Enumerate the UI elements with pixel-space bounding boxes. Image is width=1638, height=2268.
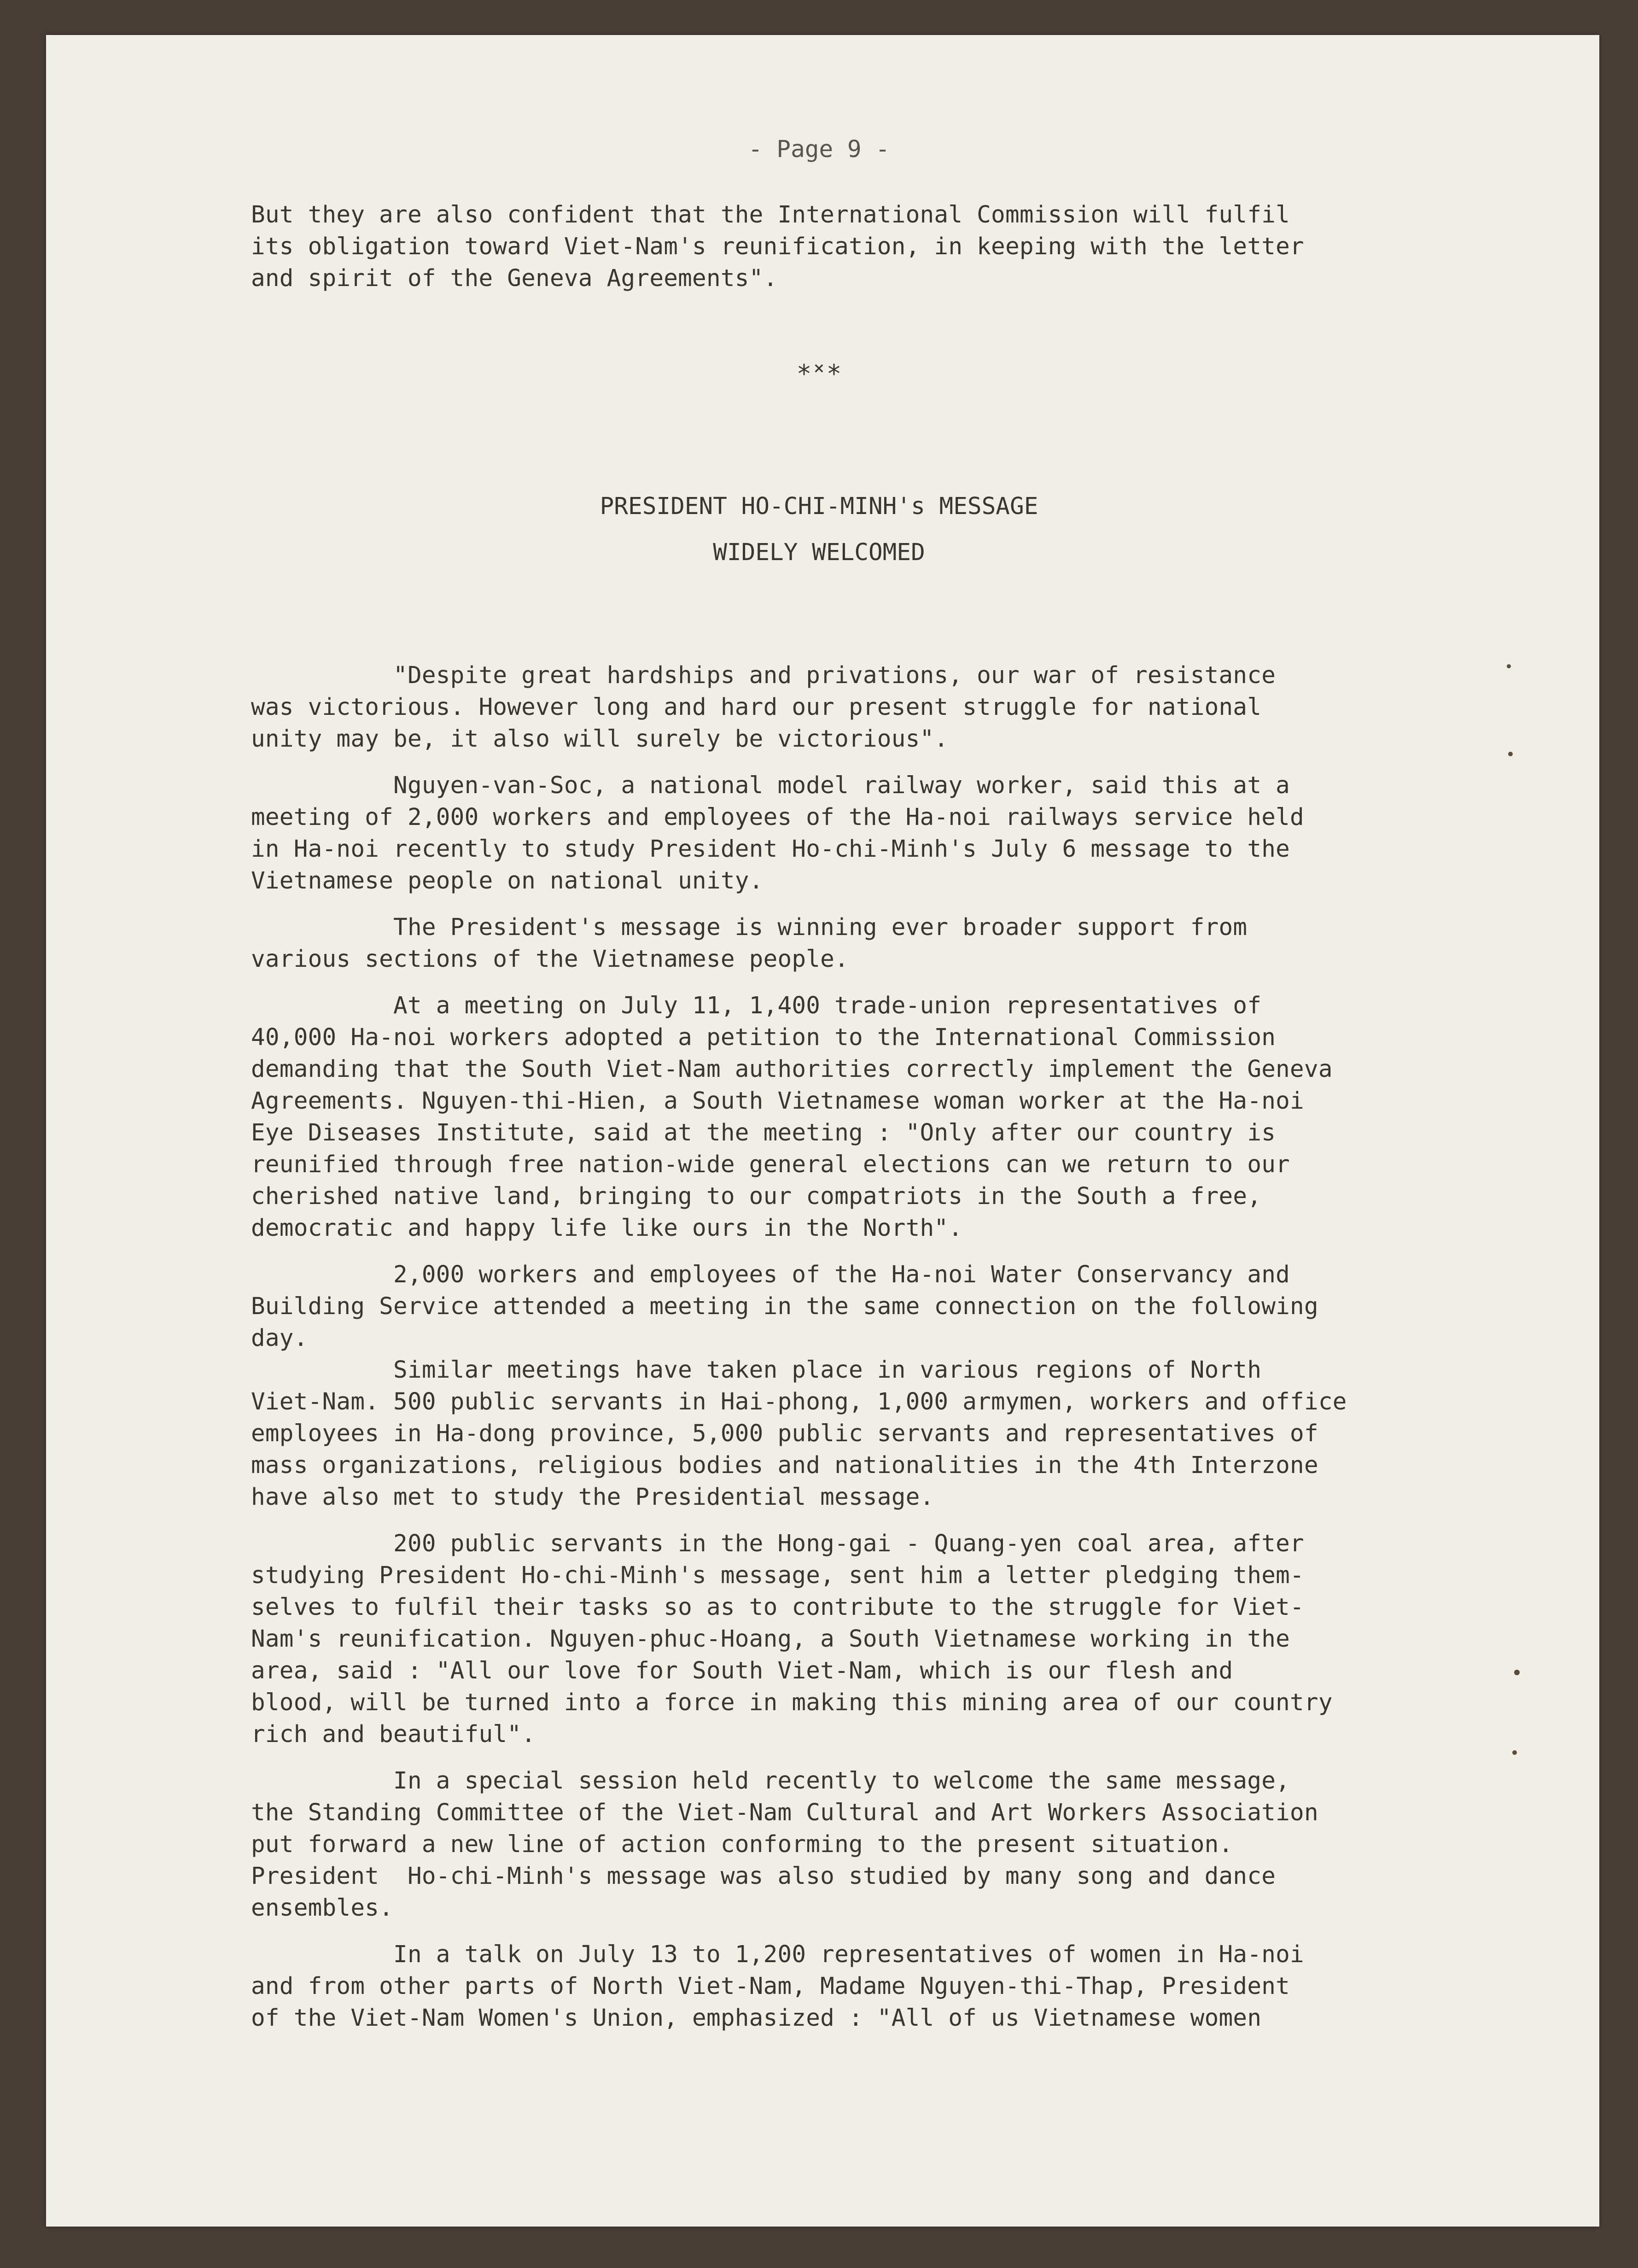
text-line: was victorious. However long and hard our present struggle for national [251, 694, 1262, 721]
text-line: day. [251, 1325, 308, 1352]
paper-speck [1512, 1750, 1517, 1755]
page-number: - Page 9 - [748, 136, 890, 163]
intro-line: and spirit of the Geneva Agreements". [251, 265, 778, 292]
article-paragraph [251, 770, 1416, 897]
text-line: 2,000 workers and employees of the Ha-noi Water Conservancy and [251, 1261, 1290, 1288]
text-line: rich and beautiful". [251, 1721, 536, 1748]
text-line: unity may be, it also will surely be victorious". [251, 725, 949, 753]
text-line: Similar meetings have taken place in various regions of North [251, 1356, 1262, 1384]
text-line: in Ha-noi recently to study President Ho-chi-Minh's July 6 message to the [251, 836, 1290, 863]
headline-line-2: WIDELY WELCOMED [713, 539, 925, 566]
article-paragraph [251, 912, 1416, 975]
paper-speck [1514, 1670, 1520, 1675]
text-line: 200 public servants in the Hong-gai - Quang-yen coal area, after [251, 1530, 1304, 1557]
text-line: Nguyen-van-Soc, a national model railway worker, said this at a [251, 772, 1290, 799]
intro-paragraph [251, 199, 1416, 294]
paper-speck [1508, 752, 1513, 756]
text-line: the Standing Committee of the Viet-Nam Cultural and Art Workers Association [251, 1799, 1318, 1826]
article-paragraph [251, 1354, 1416, 1513]
text-line: and from other parts of North Viet-Nam, Madame Nguyen-thi-Thap, President [251, 1973, 1290, 2000]
text-line: democratic and happy life like ours in the North". [251, 1215, 963, 1242]
text-line: have also met to study the Presidential message. [251, 1484, 934, 1511]
article-paragraph [251, 1939, 1416, 2034]
text-line: In a talk on July 13 to 1,200 representatives of women in Ha-noi [251, 1941, 1304, 1968]
text-line: of the Viet-Nam Women's Union, emphasized : "All of us Vietnamese women [251, 2005, 1262, 2032]
text-line: In a special session held recently to welcome the same message, [251, 1767, 1290, 1795]
article-paragraph [251, 990, 1416, 1244]
text-line: At a meeting on July 11, 1,400 trade-union representatives of [251, 992, 1262, 1019]
text-line: 40,000 Ha-noi workers adopted a petition to the International Commission [251, 1024, 1276, 1051]
text-line: Eye Diseases Institute, said at the meeting : "Only after our country is [251, 1119, 1276, 1146]
text-line: Nam's reunification. Nguyen-phuc-Hoang, a South Vietnamese working in the [251, 1625, 1290, 1653]
text-line: "Despite great hardships and privations, our war of resistance [251, 662, 1276, 689]
text-line: reunified through free nation-wide general elections can we return to our [251, 1151, 1290, 1178]
text-line: meeting of 2,000 workers and employees of the Ha-noi railways service held [251, 804, 1304, 831]
text-line: President Ho-chi-Minh's message was also studied by many song and dance [251, 1863, 1276, 1890]
paper-speck [1507, 664, 1511, 668]
text-line: ensembles. [251, 1894, 394, 1922]
text-line: mass organizations, religious bodies and nationalities in the 4th Interzone [251, 1452, 1318, 1479]
article-body [251, 660, 1416, 2049]
text-line: studying President Ho-chi-Minh's message, sent him a letter pledging them- [251, 1562, 1304, 1589]
text-line: employees in Ha-dong province, 5,000 public servants and representatives of [251, 1420, 1318, 1447]
text-line: area, said : "All our love for South Viet-Nam, which is our flesh and [251, 1657, 1233, 1684]
text-line: blood, will be turned into a force in making this mining area of our country [251, 1689, 1333, 1716]
text-line: selves to fulfil their tasks so as to contribute to the struggle for Viet- [251, 1594, 1304, 1621]
text-line: Vietnamese people on national unity. [251, 867, 764, 894]
headline-line-1: PRESIDENT HO-CHI-MINH's MESSAGE [600, 493, 1038, 520]
article-paragraph [251, 660, 1416, 755]
intro-line: But they are also confident that the International Commission will fulfil [251, 201, 1290, 228]
article-paragraph [251, 1259, 1416, 1354]
text-line: demanding that the South Viet-Nam authorities correctly implement the Geneva [251, 1056, 1333, 1083]
text-line: Viet-Nam. 500 public servants in Hai-phong, 1,000 armymen, workers and office [251, 1388, 1347, 1415]
text-line: cherished native land, bringing to our compatriots in the South a free, [251, 1183, 1262, 1210]
text-line: put forward a new line of action conforming to the present situation. [251, 1831, 1233, 1858]
text-line: The President's message is winning ever broader support from [251, 914, 1247, 941]
intro-line: its obligation toward Viet-Nam's reunification, in keeping with the letter [251, 233, 1304, 260]
article-paragraph [251, 1765, 1416, 1924]
text-line: Building Service attended a meeting in the same connection on the following [251, 1293, 1318, 1320]
text-line: Agreements. Nguyen-thi-Hien, a South Vietnamese woman worker at the Ha-noi [251, 1087, 1304, 1115]
section-separator: *˟* [796, 359, 842, 388]
article-paragraph [251, 1528, 1416, 1750]
text-line: various sections of the Vietnamese people. [251, 946, 849, 973]
